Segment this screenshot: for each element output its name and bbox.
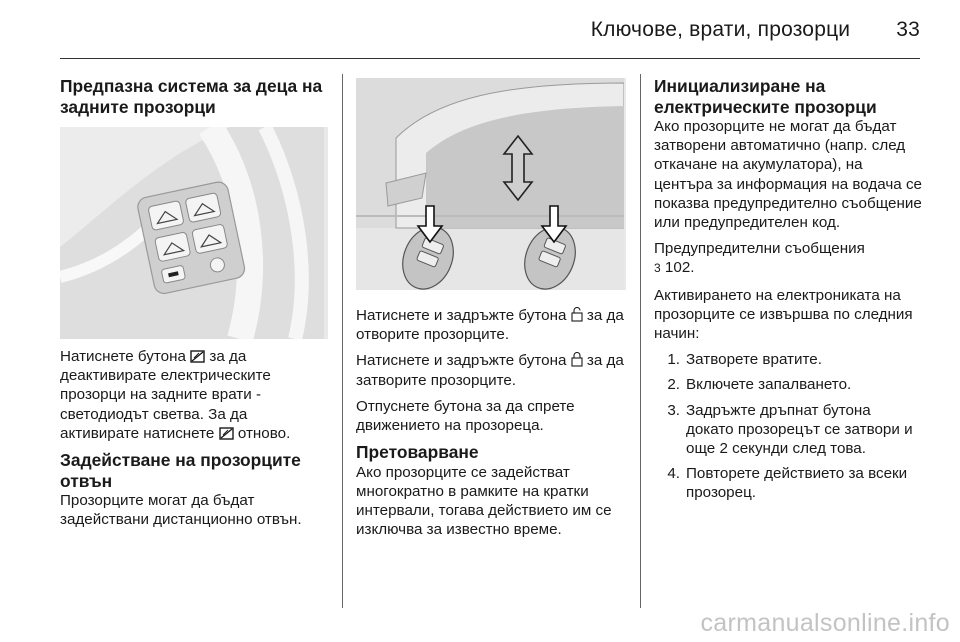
paragraph-overload: Ако прозорците се задействат многократно в рамките на кратки интервали, тогава действието им се изключва за известно време. [356,463,612,539]
paragraph-stop-movement: Отпуснете бутона за да спрете движението на прозореца. [356,397,575,435]
paragraph-open-windows: Натиснете и задръжте бутона за да отворите прозорците. [356,307,624,344]
page-number: 33 [896,18,920,41]
child-lock-window-icon [219,427,234,440]
door-switch-illustration [60,127,324,339]
list-item: 3. Задръжте дръпнат бутона докато прозорецът се затвори и още 2 секунди след това. [667,401,913,458]
paragraph-activation: Активирането на електрониката на прозорците се извършва по следния начин: [654,286,913,343]
lock-icon [571,352,583,367]
column-divider [342,74,343,608]
column-divider [640,74,641,608]
list-item: 1. Затворете вратите. [667,351,822,369]
column-2 [356,76,626,547]
page-title: Ключове, врати, прозорци [590,18,851,41]
page-header [591,18,920,42]
page-reference-arrow-icon: 3 [654,261,661,276]
paragraph-close-windows: Натиснете и задръжте бутона за да затворите прозорците. [356,352,624,389]
figure-remote-key-window [356,78,626,290]
section-heading-remote-operation: Задействане на прозорците отвън [60,450,301,491]
watermark: carmanualsonline.info [700,609,950,637]
section-heading-overload: Претоварване [356,442,479,463]
list-item: 4. Повторете действието за всеки прозорец. [667,465,908,502]
paragraph-child-lock: Натиснете бутона за да деактивирате електрическите прозорци на задните врати - светодиодът светва. За да активирате натиснете отново. [60,348,291,442]
paragraph-remote-operation: Прозорците могат да бъдат задействани дистанционно отвън. [60,492,302,529]
column-1 [60,76,328,536]
paragraph-initialization: Ако прозорците не могат да бъдат затворени автоматично (напр. след откачане на акумулатора), на центъра за информация на водача се показва предупредително съобщение или предупредителен код. [654,118,922,232]
steps-list [654,350,922,502]
unlock-icon [571,307,583,322]
section-heading-initialization: Инициализиране на електрическите прозорци [654,76,877,117]
page-reference-link[interactable]: 102. [664,259,695,277]
column-3 [654,76,922,509]
remote-key-illustration [356,78,624,290]
child-lock-window-icon [190,350,205,363]
figure-door-switch-panel [60,127,328,339]
header-rule [60,58,920,59]
paragraph-warning-messages: Предупредителни съобщения 3 102. [654,240,865,277]
section-heading-child-lock: Предпазна система за деца на задните прозорци [60,76,323,117]
list-item: 2. Включете запалването. [667,376,852,394]
